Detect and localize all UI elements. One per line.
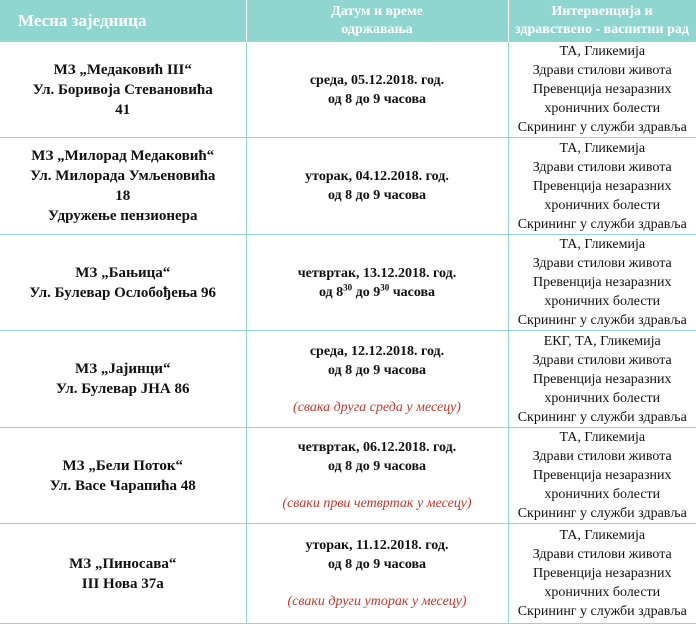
intervention-line: хроничних болести <box>509 196 696 215</box>
community-name: МЗ „Медаковић III“ <box>0 60 246 80</box>
intervention-line: Здрави стилови живота <box>509 61 696 80</box>
recurrence-note: (сваки други уторак у месецу) <box>247 592 508 611</box>
intervention-line: ТА, Гликемија <box>509 526 696 545</box>
time-text: од $8^{30}$ до $9^{30}$ часова <box>247 283 508 302</box>
intervention-line: Скрининг у служби здравља <box>509 408 696 427</box>
date-cell <box>246 235 508 331</box>
community-address: Ул. Булевар ЈНА 86 <box>0 379 246 399</box>
date-text: среда, 12.12.2018. год. <box>247 342 508 361</box>
intervention-line: ТА, Гликемија <box>509 42 696 61</box>
community-name: МЗ „Бањица“ <box>0 263 246 283</box>
intervention-line: Превенција незаразних <box>509 370 696 389</box>
community-address-number: 41 <box>0 100 246 120</box>
table-row <box>0 42 696 138</box>
table-row <box>0 235 696 331</box>
community-address: Ул. Васе Чарапића 48 <box>0 476 246 496</box>
community-cell <box>0 428 246 524</box>
community-name: МЗ „Бели Поток“ <box>0 456 246 476</box>
header-intervention <box>508 0 696 42</box>
table-row <box>0 331 696 428</box>
date-text: уторак, 04.12.2018. год. <box>247 167 508 186</box>
time-text: од 8 до 9 часова <box>247 555 508 574</box>
community-address: Ул. Милорада Умљеновића <box>0 166 246 186</box>
table-row <box>0 428 696 524</box>
intervention-line: Скрининг у служби здравља <box>509 504 696 523</box>
community-cell <box>0 331 246 428</box>
intervention-line: хроничних болести <box>509 485 696 504</box>
intervention-line: Превенција незаразних <box>509 564 696 583</box>
community-cell <box>0 138 246 235</box>
intervention-line: Превенција незаразних <box>509 466 696 485</box>
intervention-cell <box>508 235 696 331</box>
intervention-line: ТА, Гликемија <box>509 428 696 447</box>
intervention-line: ТА, Гликемија <box>509 235 696 254</box>
intervention-line: Скрининг у служби здравља <box>509 215 696 234</box>
intervention-line: ЕКГ, ТА, Гликемија <box>509 332 696 351</box>
intervention-line: Здрави стилови живота <box>509 351 696 370</box>
table-row <box>0 524 696 624</box>
intervention-line: Здрави стилови живота <box>509 545 696 564</box>
date-cell <box>246 428 508 524</box>
recurrence-note: (сваки први четвртак у месецу) <box>247 494 508 513</box>
time-text: од 8 до 9 часова <box>247 186 508 205</box>
date-text: четвртак, 13.12.2018. год. <box>247 264 508 283</box>
header-row <box>0 0 696 42</box>
time-text: од 8 до 9 часова <box>247 90 508 109</box>
intervention-cell <box>508 428 696 524</box>
intervention-line: Скрининг у служби здравља <box>509 311 696 330</box>
community-cell <box>0 42 246 138</box>
intervention-line: хроничних болести <box>509 389 696 408</box>
intervention-line: хроничних болести <box>509 99 696 118</box>
recurrence-note: (свака друга среда у месецу) <box>247 398 508 417</box>
intervention-cell <box>508 42 696 138</box>
community-organization: Удружење пензионера <box>0 206 246 226</box>
intervention-line: хроничних болести <box>509 583 696 602</box>
date-text: четвртак, 06.12.2018. год. <box>247 438 508 457</box>
header-intervention-line1: Интервенција и <box>509 3 696 21</box>
header-date-line2: одржавања <box>247 21 508 39</box>
header-date-time <box>246 0 508 42</box>
time-text: од 8 до 9 часова <box>247 361 508 380</box>
date-cell <box>246 138 508 235</box>
community-address: Ул. Булевар Ослобођења 96 <box>0 283 246 303</box>
community-cell <box>0 235 246 331</box>
time-text: од 8 до 9 часова <box>247 457 508 476</box>
header-intervention-line2: здравствено - васпитни рад <box>509 21 696 39</box>
intervention-line: Здрави стилови живота <box>509 254 696 273</box>
intervention-line: Здрави стилови живота <box>509 447 696 466</box>
table-row <box>0 138 696 235</box>
intervention-cell <box>508 331 696 428</box>
community-cell <box>0 524 246 624</box>
date-text: уторак, 11.12.2018. год. <box>247 536 508 555</box>
intervention-cell <box>508 138 696 235</box>
community-address: III Нова 37а <box>0 574 246 594</box>
intervention-line: Скрининг у служби здравља <box>509 602 696 621</box>
intervention-line: хроничних болести <box>509 292 696 311</box>
community-name: МЗ „Пиносава“ <box>0 554 246 574</box>
date-cell <box>246 524 508 624</box>
header-community: Месна заједница <box>0 0 246 42</box>
date-text: среда, 05.12.2018. год. <box>247 71 508 90</box>
header-date-line1: Датум и време <box>247 3 508 21</box>
intervention-line: Скрининг у служби здравља <box>509 118 696 137</box>
community-address-number: 18 <box>0 186 246 206</box>
community-address: Ул. Боривоја Стевановића <box>0 80 246 100</box>
intervention-line: ТА, Гликемија <box>509 139 696 158</box>
intervention-line: Превенција незаразних <box>509 273 696 292</box>
intervention-line: Превенција незаразних <box>509 80 696 99</box>
community-name: МЗ „Јајинци“ <box>0 359 246 379</box>
date-cell <box>246 42 508 138</box>
date-cell <box>246 331 508 428</box>
intervention-line: Превенција незаразних <box>509 177 696 196</box>
community-name: МЗ „Милорад Медаковић“ <box>0 146 246 166</box>
intervention-line: Здрави стилови живота <box>509 158 696 177</box>
intervention-cell <box>508 524 696 624</box>
